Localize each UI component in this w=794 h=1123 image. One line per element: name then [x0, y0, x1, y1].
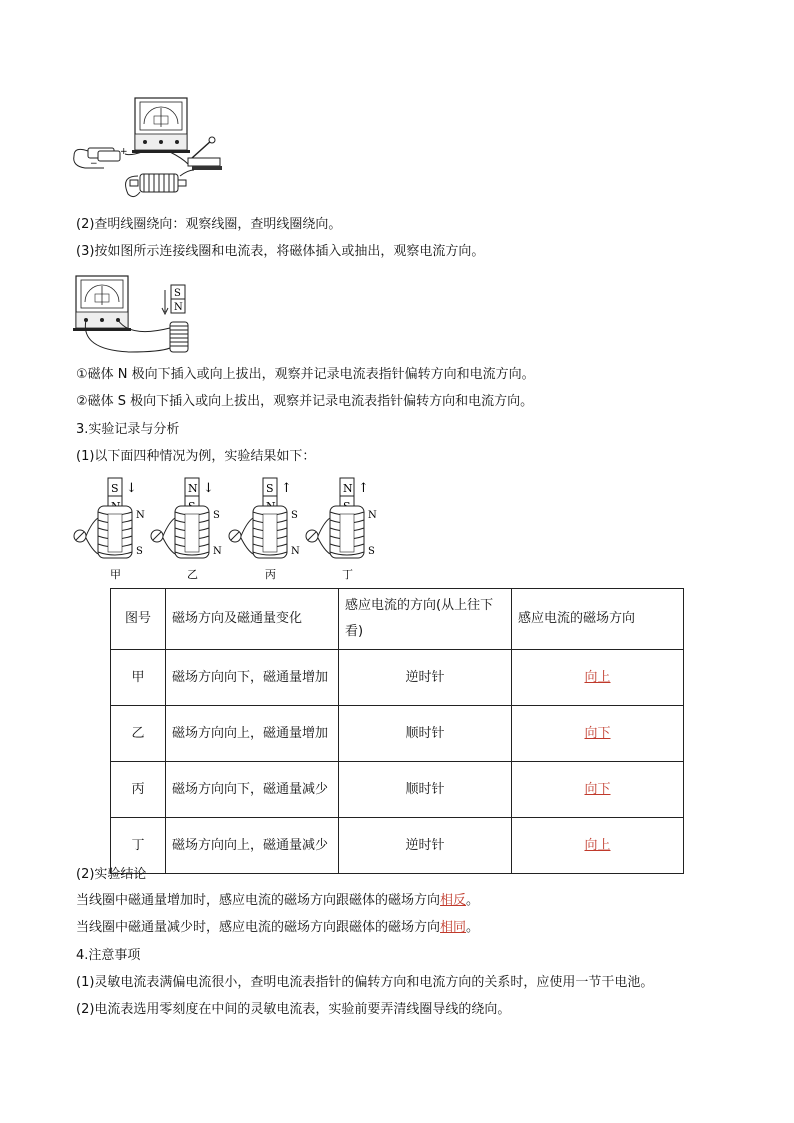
- row-change: 磁场方向向上，磁通量增加: [166, 706, 339, 762]
- row-field: 向上: [584, 837, 611, 853]
- section-3-intro: (1)以下面四种情况为例，实验结果如下：: [76, 449, 316, 464]
- note-1: (1)灵敏电流表满偏电流很小，查明电流表指针的偏转方向和电流方向的关系时，应使用一节干电池。: [76, 975, 654, 990]
- plus-sign: +: [120, 147, 128, 157]
- row-current: 顺时针: [339, 706, 512, 762]
- motion-arrow: ↓: [203, 481, 214, 496]
- motion-arrow: ↑: [358, 481, 369, 496]
- row-current: 逆时针: [339, 650, 512, 706]
- motion-arrow: ↓: [126, 481, 137, 496]
- answer-blank: 相同: [440, 920, 467, 935]
- experiment-table: [110, 588, 684, 874]
- coil-pole-bottom: N: [291, 546, 300, 557]
- row-id: 丁: [111, 818, 166, 874]
- magnet-top-pole: N: [188, 482, 198, 495]
- coil: [170, 322, 188, 352]
- row-id: 甲: [111, 650, 166, 706]
- magnet-top-pole: S: [266, 482, 274, 495]
- row-change: 磁场方向向上，磁通量减少: [166, 818, 339, 874]
- row-current: 逆时针: [339, 818, 512, 874]
- row-field: 向下: [584, 725, 611, 741]
- coil-pole-top: N: [368, 510, 377, 521]
- magnet-top-pole: S: [111, 482, 119, 495]
- motion-arrow: ↑: [281, 481, 292, 496]
- table-row: [111, 818, 684, 874]
- row-field: 向下: [584, 781, 611, 797]
- table-header: 磁场方向及磁通量变化: [166, 589, 339, 650]
- coil-pole-bottom: S: [368, 546, 375, 557]
- row-id: 丙: [111, 762, 166, 818]
- table-header: 感应电流的方向(从上往下看): [339, 589, 512, 650]
- magnet-top-pole: N: [343, 482, 353, 495]
- circuit-diagram-2: [70, 272, 210, 360]
- sub-step-1: ①磁体 N 极向下插入或向上拔出，观察并记录电流表指针偏转方向和电流方向。: [76, 367, 535, 382]
- coil-pole-top: N: [136, 510, 145, 521]
- coil-pole-top: S: [213, 510, 220, 521]
- conclusion-title: (2)实验结论: [76, 867, 147, 882]
- notes-title: 4.注意事项: [76, 948, 141, 963]
- circuit-diagram-1: [70, 96, 230, 202]
- table-header: 感应电流的磁场方向: [512, 589, 684, 650]
- row-change: 磁场方向向下，磁通量增加: [166, 650, 339, 706]
- coil-solenoid: [130, 174, 186, 192]
- magnet-pole-n: N: [174, 302, 183, 313]
- row-change: 磁场方向向下，磁通量减少: [166, 762, 339, 818]
- coil-label: 乙: [187, 568, 198, 581]
- coil-diagram: [229, 478, 300, 581]
- section-3-title: 3.实验记录与分析: [76, 422, 180, 437]
- coil-pole-bottom: S: [136, 546, 143, 557]
- coil-label: 丁: [342, 568, 353, 581]
- table-row: [111, 706, 684, 762]
- answer-blank: 相反: [440, 893, 467, 908]
- sub-step-2: ②磁体 S 极向下插入或向上拔出，观察并记录电流表指针偏转方向和电流方向。: [76, 394, 534, 409]
- coil-diagram: [151, 478, 222, 581]
- four-coil-diagrams: [70, 472, 390, 584]
- magnet-pole-s: S: [174, 288, 181, 299]
- coil-diagram: [306, 478, 377, 581]
- table-row: [111, 650, 684, 706]
- coil-label: 丙: [265, 568, 276, 581]
- minus-sign: −: [90, 159, 98, 169]
- table-row: [111, 762, 684, 818]
- note-2: (2)电流表选用零刻度在中间的灵敏电流表，实验前要弄清线圈导线的绕向。: [76, 1002, 511, 1017]
- conclusion-1: 当线圈中磁通量增加时，感应电流的磁场方向跟磁体的磁场方向相反。: [76, 893, 480, 908]
- row-id: 乙: [111, 706, 166, 762]
- conclusion-2: 当线圈中磁通量减少时，感应电流的磁场方向跟磁体的磁场方向相同。: [76, 920, 480, 935]
- table-header: 图号: [111, 589, 166, 650]
- step-3: (3)按如图所示连接线圈和电流表，将磁体插入或抽出，观察电流方向。: [76, 244, 485, 259]
- row-current: 顺时针: [339, 762, 512, 818]
- row-field: 向上: [584, 669, 611, 685]
- bar-magnet: [171, 285, 185, 313]
- coil-label: 甲: [110, 568, 121, 581]
- coil-pole-bottom: N: [213, 546, 222, 557]
- step-2: (2)查明线圈绕向：观察线圈，查明线圈绕向。: [76, 217, 342, 232]
- coil-diagram: [74, 478, 145, 581]
- coil-pole-top: S: [291, 510, 298, 521]
